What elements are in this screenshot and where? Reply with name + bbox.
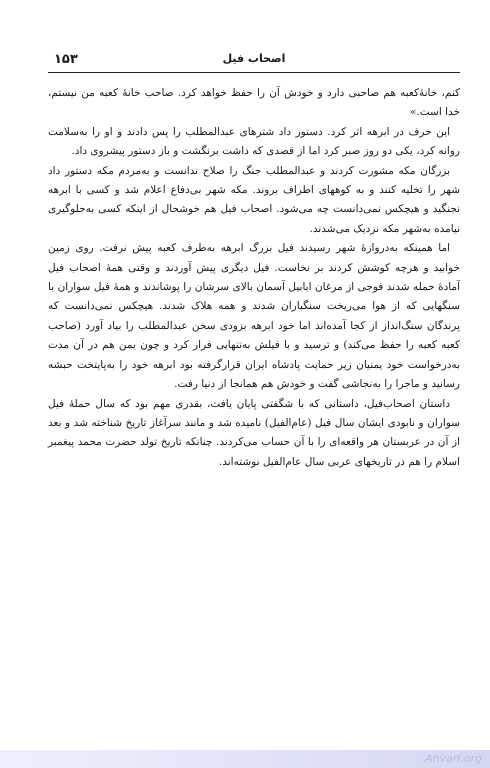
page-number: ۱۵۳ <box>54 52 78 67</box>
paragraph-4: اما همینکه به‌دروازهٔ شهر رسیدند فیل بزرگ ابرهه به‌طرف کعبه پیش نرفت. روی زمین خوابید و هرچه کوشش کردند بر نخاست. فیل دیگری پیش آوردند و وقتی همهٔ اصحاب فیل آمادهٔ حمله شدند فوجی از مرغان ابابیل آسمان بالای سرشان را پوشاندند و همهٔ فیل سواران با سنگهایی که از هوا می‌ریخت سنگباران شدند و همه هلاک شدند. هیچکس نمی‌دانست که پرندگان سنگ‌انداز از کجا آمده‌اند اما خود ابرهه بزودی سخن عبدالمطلب را بیاد آورد (صاحب کعبه کعبه را حفظ می‌کند) و ترسید و با فیلش به‌تنهایی فرار کرد و چون یمن هم در آن مدت به‌درخواست خود یمنیان زیر حمایت پادشاه ایران قرارگرفته بود ابرهه خود را به‌پایتخت حبشه رسانید و ماجرا را به‌نجاشی گفت و خودش هم همانجا از دنیا رفت. <box>48 242 460 391</box>
running-title: اصحاب فیل <box>222 52 286 65</box>
watermark-logo: Anvari.org <box>424 752 482 765</box>
page-body <box>48 84 460 472</box>
paragraph-5: داستان اصحاب‌فیل، داستانی که با شگفتی پایان یافت، بقدری مهم بود که سال حملهٔ فیل سواران و نابودی ایشان سال فیل (عام‌الفیل) نامیده شد و مانند سرآغاز تاریخ شناخته شد و بعد از آن در عربستان هر واقعه‌ای را با آن حساب می‌کردند. چنانکه تاریخ تولد حضرت محمد پیغمبر اسلام را هم در تاریخهای عربی سال عام‌الفیل نوشته‌اند. <box>48 397 460 468</box>
page-header <box>48 52 460 73</box>
paragraph-3: بزرگان مکه مشورت کردند و عبدالمطلب جنگ را صلاح ندانست و به‌مردم مکه دستور داد شهر را تخلیه کنند و به کوههای اطراف بروند. مکه شهر بی‌دفاع اعلام شد و کسی با ابرهه نجنگید و هیچکس نمی‌دانست چه می‌شود. اصحاب فیل هم خوشحال از اینکه کسی به‌جلوگیری نیامده به‌شهر مکه نزدیک می‌شدند. <box>48 164 460 235</box>
paragraph-2: این حرف در ابرهه اثر کرد. دستور داد شترهای عبدالمطلب را پس دادند و او را به‌سلامت روانه کرد، یکی دو روز صبر کرد اما از قصدی که داشت برنگشت و باز دستور پیشروی داد. <box>48 125 460 158</box>
paragraph-1: کنم، خانهٔ‌کعبه هم صاحبی دارد و خودش آن را حفظ خواهد کرد. صاحب خانهٔ کعبه من نیستم، خدا است.» <box>48 87 460 119</box>
footer-watermark-bar <box>0 750 490 768</box>
